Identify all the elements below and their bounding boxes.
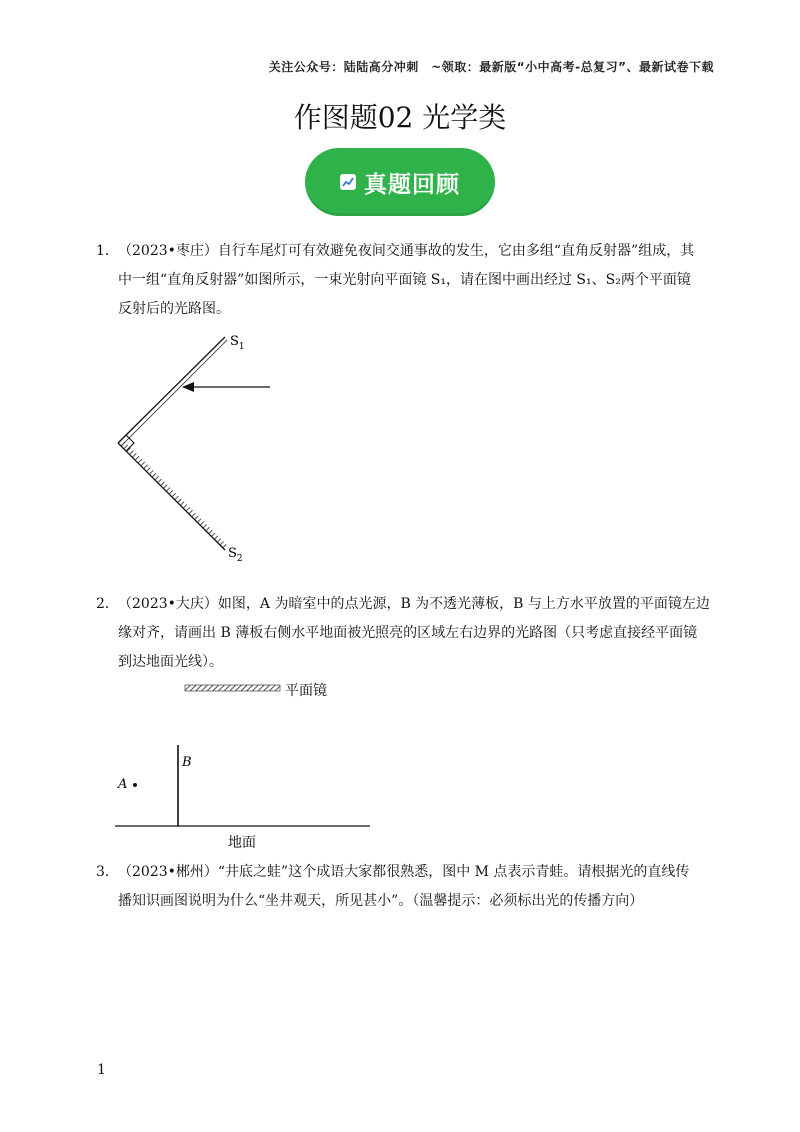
- question-text-line: 缘对齐，请画出 B 薄板右侧水平地面被光照亮的区域左右边界的光路图（只考虑直接经平面镜: [118, 625, 698, 641]
- light-source-point: [133, 783, 137, 787]
- question-text-line: 到达地面光线）。: [118, 654, 223, 670]
- question-text-line: 中一组“直角反射器”如图所示，一束光射向平面镜 S₁，请在图中画出经过 S₁、S₂两个平面镜: [118, 272, 691, 288]
- page-title: 作图题02 光学类: [293, 101, 507, 134]
- figure-right-angle-reflector: [100, 325, 300, 575]
- board-label: B: [182, 755, 192, 770]
- mirror-label: 平面镜: [285, 683, 327, 699]
- ground-label: 地面: [228, 835, 256, 851]
- question-text-line: 播知识画图说明为什么“坐井观天，所见甚小”。（温馨提示：必须标出光的传播方向）: [118, 893, 644, 909]
- page-number: 1: [97, 1062, 106, 1078]
- question-3: [96, 858, 716, 916]
- question-number: 3．: [96, 864, 119, 880]
- figure-mirror-board: [110, 680, 380, 855]
- question-text-line: （2023•枣庄）自行车尾灯可有效避免夜间交通事故的发生，它由多组“直角反射器”组成，其: [118, 243, 695, 259]
- page-header: 关注公众号：陆陆高分冲刺 ~领取：最新版“小中高考-总复习”、最新试卷下载: [268, 60, 714, 74]
- question-number: 1．: [96, 243, 119, 259]
- label-s1: $S_1$: [230, 334, 245, 352]
- question-2: [96, 590, 716, 677]
- plane-mirror: [185, 685, 280, 691]
- question-text-line: （2023•大庆）如图，A 为暗室中的点光源，B 为不透光薄板，B 与上方水平放置的平面镜左边: [118, 596, 710, 612]
- question-1: [96, 237, 716, 324]
- chart-icon: [340, 174, 356, 190]
- section-badge: [305, 148, 495, 216]
- badge-label: 真题回顾: [364, 171, 460, 198]
- question-number: 2．: [96, 596, 119, 612]
- question-text-line: 反射后的光路图。: [118, 301, 230, 317]
- label-s2: $S_2$: [228, 546, 243, 564]
- question-text-line: （2023•郴州）“井底之蛙”这个成语大家都很熟悉，图中 M 点表示青蛙。请根据光的直线传: [118, 864, 690, 880]
- point-label: A: [118, 777, 128, 792]
